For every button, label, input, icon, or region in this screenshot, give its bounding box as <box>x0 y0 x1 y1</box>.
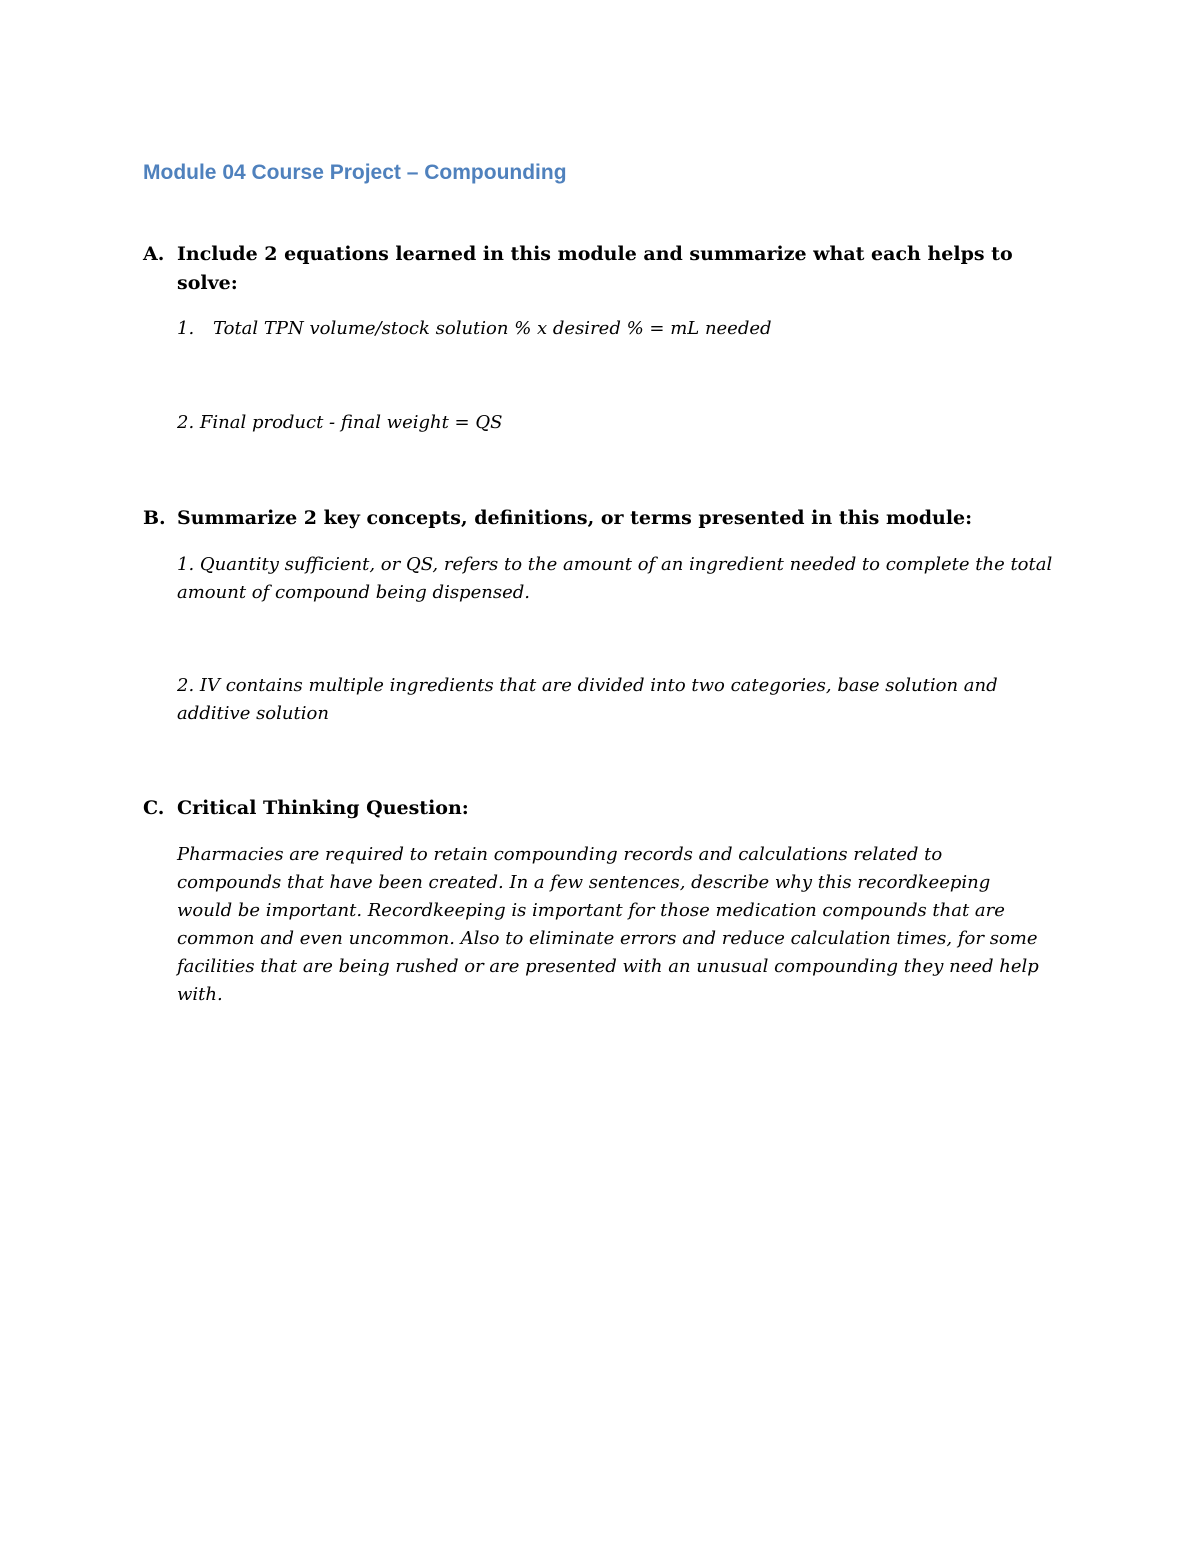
section-b-heading <box>143 504 1063 533</box>
section-b-item-1: 1. Quantity sufficient, or QS, refers to the amount of an ingredient needed to complete the total amount of compound being dispensed. <box>177 554 1053 603</box>
section-b-item-2: 2. IV contains multiple ingredients that are divided into two categories, base solution and additive solution <box>177 675 998 724</box>
section-a-heading-text: Include 2 equations learned in this module and summarize what each helps to solve: <box>177 243 1013 294</box>
section-b-letter: B. <box>143 507 166 529</box>
section-a-item-1 <box>177 315 1057 343</box>
section-a-item-2: 2. Final product - final weight = QS <box>177 412 503 433</box>
section-b-heading-text: Summarize 2 key concepts, definitions, or terms presented in this module: <box>177 507 973 529</box>
section-c-heading <box>143 794 1063 823</box>
section-a-item-1-number: 1. <box>177 318 195 339</box>
section-c-letter: C. <box>143 797 165 819</box>
document-title: Module 04 Course Project – Compounding <box>143 161 567 184</box>
section-c-heading-text: Critical Thinking Question: <box>177 797 469 819</box>
section-a-heading <box>143 240 1063 298</box>
section-a-item-1-text: Total TPN volume/stock solution % x desired % = mL needed <box>213 318 772 339</box>
section-c-body: Pharmacies are required to retain compounding records and calculations related to compounds that have been created. In a few sentences, describe why this recordkeeping would be important. Recordkeeping is important for those medication compounds that are common and even uncommon. Also to eliminate errors and reduce calculation times, for some facilities that are being rushed or are presented with an unusual compounding they need help with. <box>177 844 1039 1005</box>
section-a-letter: A. <box>143 243 165 265</box>
